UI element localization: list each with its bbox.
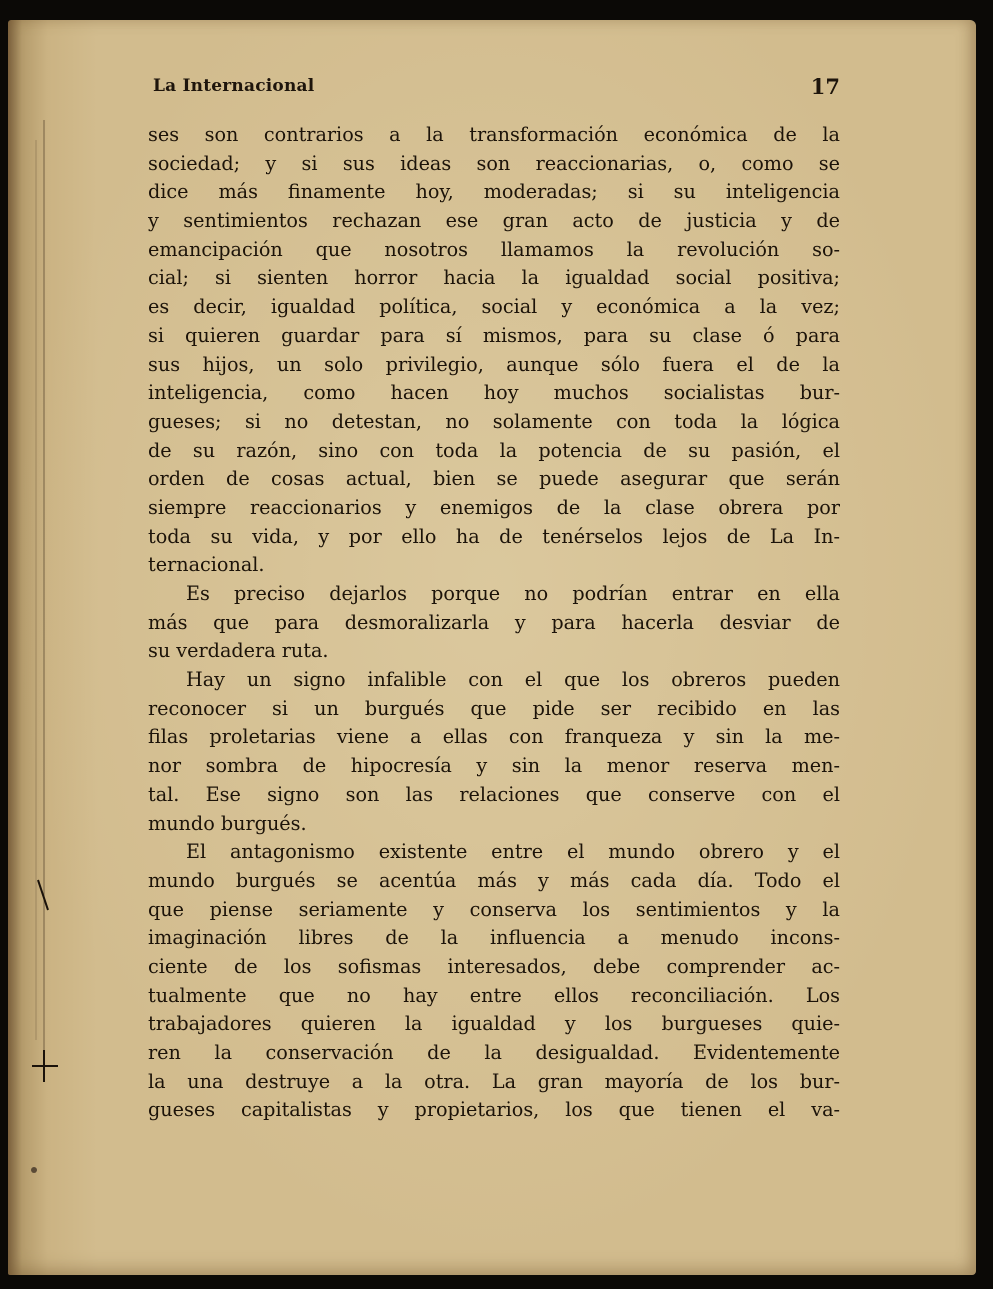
text-line: gueses capitalistas y propietarios, los que tienen el va- xyxy=(148,1098,840,1122)
text-line: orden de cosas actual, bien se puede asegurar que serán xyxy=(148,467,840,491)
text-line: nor sombra de hipocresía y sin la menor reserva men- xyxy=(148,754,840,778)
text-line: Es preciso dejarlos porque no podrían entrar en ella xyxy=(186,582,840,605)
text-line: es decir, igualdad política, social y económica a la vez; xyxy=(148,295,840,319)
text-line: la una destruye a la otra. La gran mayoría de los bur- xyxy=(148,1069,840,1093)
text-line: tal. Ese signo son las relaciones que conserve con el xyxy=(148,782,840,806)
text-line: gueses; si no detestan, no solamente con toda la lógica xyxy=(148,409,840,433)
text-line: ses son contrarios a la transformación económica de la xyxy=(148,123,840,146)
text-line: sociedad; y si sus ideas son reaccionarias, o, como se xyxy=(148,151,840,175)
text-line: ciente de los sofismas interesados, debe comprender ac- xyxy=(148,954,840,978)
text-line: trabajadores quieren la igualdad y los burgueses quie- xyxy=(148,1012,840,1036)
text-line: mundo burgués se acentúa más y más cada día. Todo el xyxy=(148,868,840,892)
text-line: dice más finamente hoy, moderadas; si su inteligencia xyxy=(148,180,840,204)
text-line: tualmente que no hay entre ellos reconciliación. Los xyxy=(148,983,840,1007)
text-line: inteligencia, como hacen hoy muchos socialistas bur- xyxy=(148,381,840,405)
text-line: emancipación que nosotros llamamos la revolución so- xyxy=(148,237,840,261)
text-line: toda su vida, y por ello ha de tenérselos lejos de La In- xyxy=(148,524,840,548)
text-line: su verdadera ruta. xyxy=(148,639,329,663)
text-line: mundo burgués. xyxy=(148,811,307,835)
body-text xyxy=(148,121,840,1125)
text-line: El antagonismo existente entre el mundo obrero y el xyxy=(186,840,840,864)
text-line: reconocer si un burgués que pide ser recibido en las xyxy=(148,696,840,720)
text-line: si quieren guardar para sí mismos, para su clase ó para xyxy=(148,323,840,347)
text-line: y sentimientos rechazan ese gran acto de justicia y de xyxy=(148,209,840,233)
text-line: filas proletarias viene a ellas con franqueza y sin la me- xyxy=(148,725,840,749)
page-header xyxy=(145,72,840,108)
text-line: ren la conservación de la desigualdad. Evidentemente xyxy=(148,1041,840,1064)
text-line: imaginación libres de la influencia a menudo incons- xyxy=(148,926,840,950)
text-line: sus hijos, un solo privilegio, aunque sólo fuera el de la xyxy=(148,352,840,376)
text-line: más que para desmoralizarla y para hacerla desviar de xyxy=(148,610,840,634)
text-line: siempre reaccionarios y enemigos de la clase obrera por xyxy=(148,495,840,519)
binding-thread-marks xyxy=(26,60,64,1200)
text-line: que piense seriamente y conserva los sentimientos y la xyxy=(148,897,840,921)
text-line: Hay un signo infalible con el que los obreros pueden xyxy=(186,668,840,692)
text-line: de su razón, sino con toda la potencia de su pasión, el xyxy=(148,438,840,462)
running-title: La Internacional xyxy=(153,76,315,96)
page-number: 17 xyxy=(810,74,840,99)
text-line: ternacional. xyxy=(148,553,265,577)
text-line: cial; si sienten horror hacia la igualdad social positiva; xyxy=(148,266,840,290)
